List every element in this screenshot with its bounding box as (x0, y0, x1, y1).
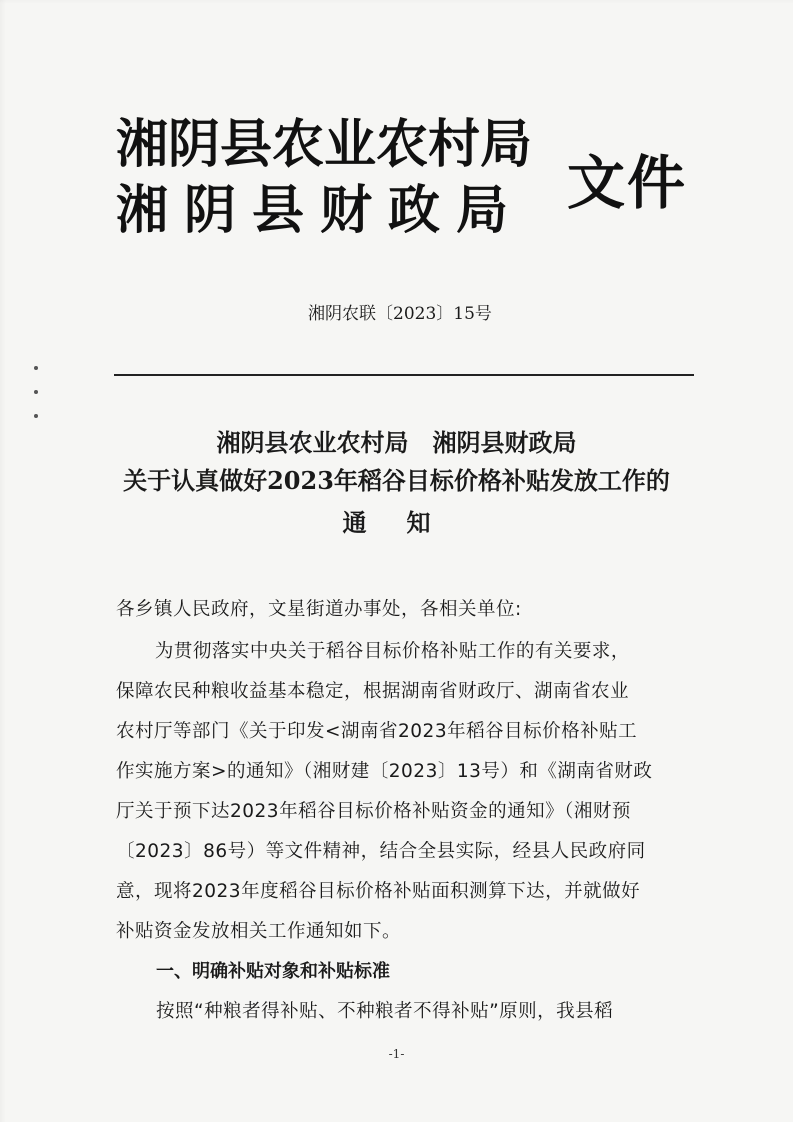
notice-title-line2: 关于认真做好2023年稻谷目标价格补贴发放工作的 (123, 466, 670, 495)
paragraph-line: 〔2023〕86号）等文件精神，结合全县实际，经县人民政府同 (116, 841, 646, 862)
paragraph-2-start: 按照“种粮者得补贴、不种粮者不得补贴”原则，我县稻 (156, 1001, 614, 1022)
issuing-authorities (116, 112, 532, 244)
section-1-heading: 一、明确补贴对象和补贴标准 (156, 961, 390, 982)
paragraph-line: 农村厅等部门《关于印发<湖南省2023年稻谷目标价格补贴工 (116, 721, 638, 742)
document-number: 湘阴农联〔2023〕15号 (308, 304, 492, 324)
paragraph-line: 为贯彻落实中央关于稻谷目标价格补贴工作的有关要求， (154, 641, 630, 662)
paragraph-line: 厅关于预下达2023年稻谷目标价格补贴资金的通知》（湘财预 (116, 801, 631, 822)
paragraph-line: 意，现将2023年度稻谷目标价格补贴面积测算下达，并就做好 (116, 881, 641, 902)
document-type-label: 文件 (567, 149, 688, 217)
paragraph-line: 保障农民种粮收益基本稳定，根据湖南省财政厅、湖南省农业 (116, 681, 630, 702)
page-number: -1- (388, 1047, 405, 1061)
notice-title-line3: 通知 (342, 508, 471, 537)
paragraph-1 (116, 632, 696, 952)
paragraph-line: 补贴资金发放相关工作通知如下。 (116, 921, 402, 942)
notice-title-line1: 湘阴县农业农村局 湘阴县财政局 (216, 428, 577, 457)
issuer-agriculture-bureau: 湘阴县农业农村局 (116, 114, 533, 175)
header-divider (114, 374, 694, 376)
paragraph-line: 作实施方案>的通知》（湘财建〔2023〕13号）和《湖南省财政 (116, 761, 653, 782)
addressee: 各乡镇人民政府，文星街道办事处，各相关单位: (116, 599, 522, 620)
issuer-finance-bureau: 湘阴县财政局 (116, 180, 525, 241)
